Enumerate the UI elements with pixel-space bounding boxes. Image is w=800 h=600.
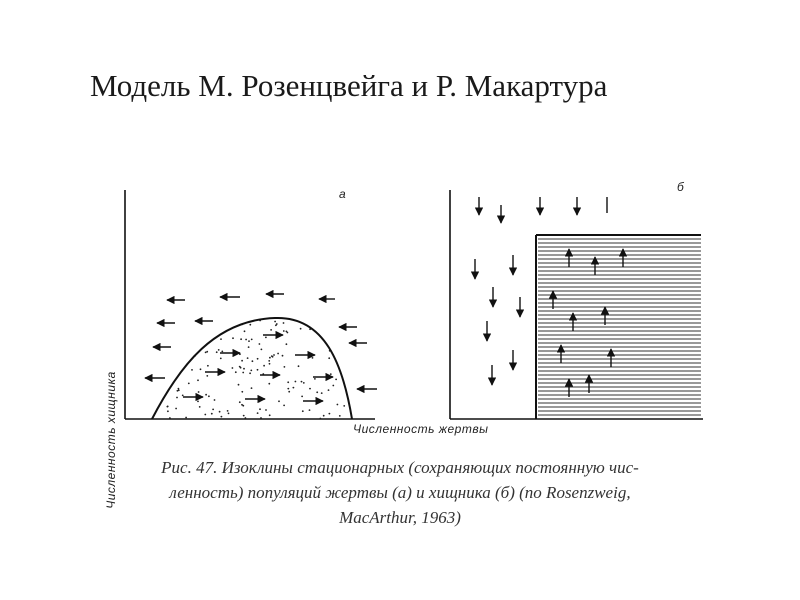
caption-line-3: MacArthur, 1963) xyxy=(339,508,461,527)
panel-a-label: а xyxy=(339,187,346,201)
panel-b-axes xyxy=(450,190,703,419)
panel-a-axes xyxy=(125,190,375,419)
caption-line-2: ленность) популяций жертвы (а) и хищника (б) (по Rosenzweig, xyxy=(169,483,631,502)
figure-caption xyxy=(100,455,700,530)
predator-isocline-region xyxy=(536,235,701,419)
caption-line-1: Рис. 47. Изоклины стационарных (сохраняющих постоянную чис- xyxy=(161,458,639,477)
panel-b-label: б xyxy=(677,180,684,194)
prey-isocline xyxy=(151,314,352,419)
y-axis-label-text: Численность хищника xyxy=(104,371,118,509)
y-axis-label xyxy=(104,371,121,509)
x-axis-label: Численность жертвы xyxy=(353,422,489,436)
slide-title: Модель М. Розенцвейга и Р. Макартура xyxy=(90,68,608,103)
